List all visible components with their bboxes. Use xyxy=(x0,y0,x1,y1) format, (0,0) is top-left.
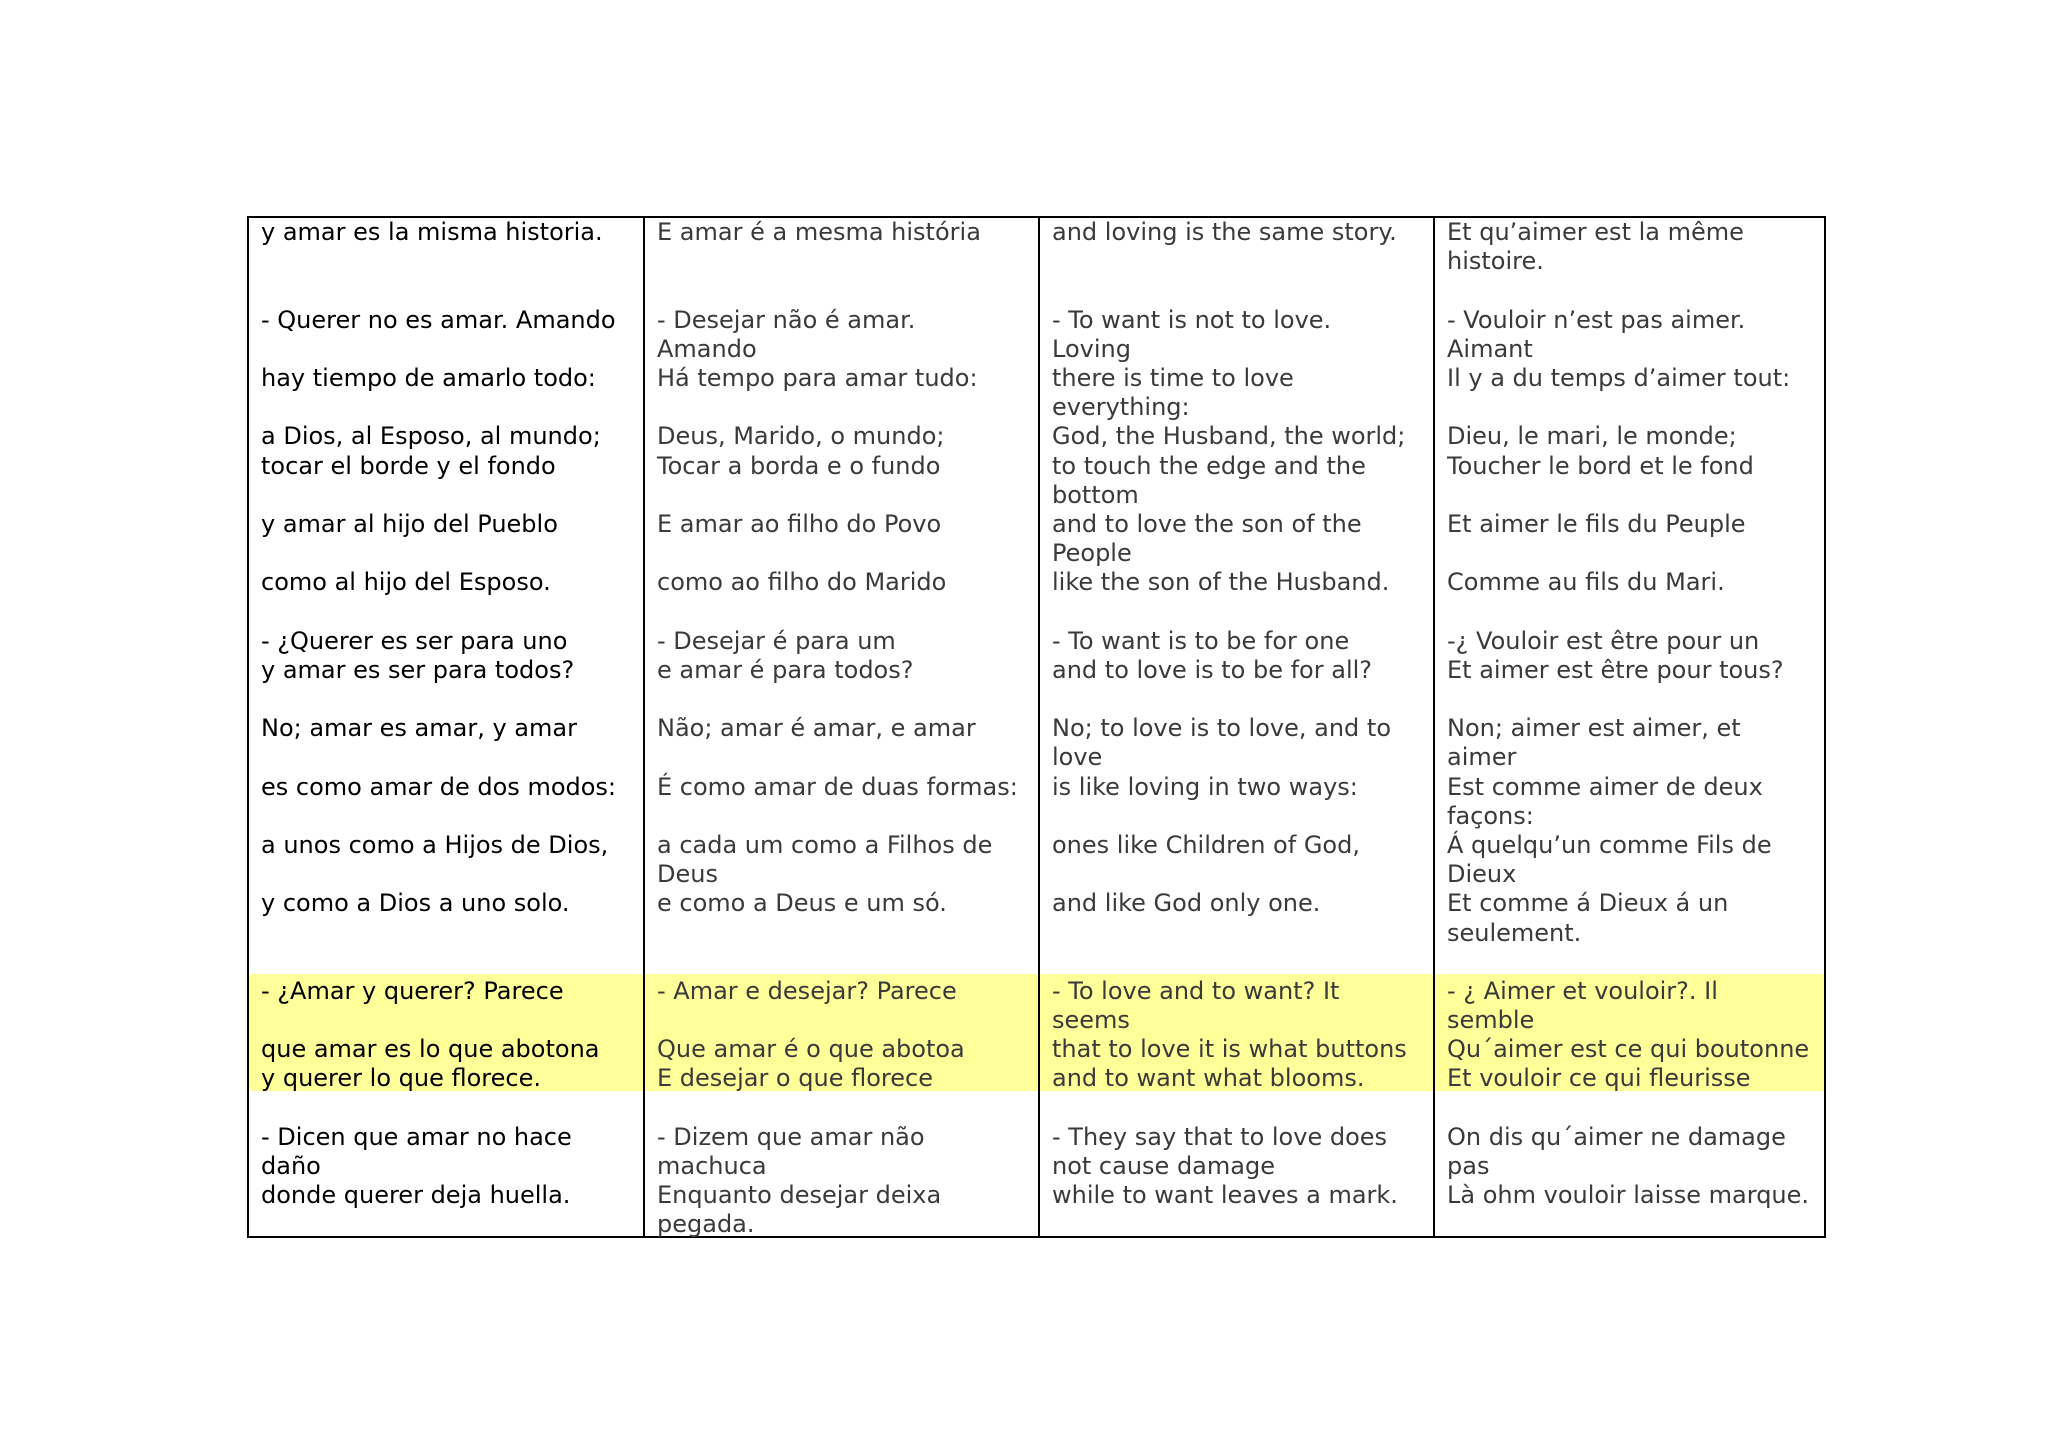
verse-line: love xyxy=(1052,743,1103,772)
verse-line: Amando xyxy=(657,334,757,363)
verse-line: On dis qu´aimer ne damage xyxy=(1447,1122,1786,1151)
verse-line: y como a Dios a uno solo. xyxy=(261,889,570,918)
verse-line: Non; aimer est aimer, et xyxy=(1447,714,1741,743)
verse-line: - Desejar não é amar. xyxy=(657,305,916,334)
verse-line: - Vouloir n’est pas aimer. xyxy=(1447,305,1746,334)
verse-line: es como amar de dos modos: xyxy=(261,772,617,801)
verse-line xyxy=(1447,276,1814,305)
verse-line: everything: xyxy=(1052,393,1190,422)
verse-line xyxy=(1447,597,1814,626)
verse-line xyxy=(657,743,1028,772)
verse-line xyxy=(1052,247,1423,276)
verse-line xyxy=(261,597,633,626)
verse-line xyxy=(1052,1094,1423,1123)
verse-line: that to love it is what buttons xyxy=(1052,1035,1407,1064)
verse-line: y amar es la misma historia. xyxy=(261,218,603,246)
verse-line: No; amar es amar, y amar xyxy=(261,714,577,743)
verse-line: a Dios, al Esposo, al mundo; xyxy=(261,422,601,451)
verse-line: machuca xyxy=(657,1152,767,1180)
verse-line: is like loving in two ways: xyxy=(1052,772,1358,801)
verse-line: É como amar de duas formas: xyxy=(657,772,1018,801)
verse-line xyxy=(261,948,633,977)
verse-line: bottom xyxy=(1052,480,1139,509)
verse-line xyxy=(1052,276,1423,305)
verse-line: - Desejar é para um xyxy=(657,626,896,655)
verse-line: Loving xyxy=(1052,334,1131,363)
column-text xyxy=(1040,218,1433,1210)
verse-line: Dieux xyxy=(1447,860,1517,889)
verse-line: to touch the edge and the xyxy=(1052,451,1366,480)
verse-line: - ¿Querer es ser para uno xyxy=(261,626,568,655)
verse-line: pegada. xyxy=(657,1210,755,1239)
verse-line xyxy=(657,802,1028,831)
verse-line: -¿ Vouloir est être pour un xyxy=(1447,626,1760,655)
verse-line: Dieu, le mari, le monde; xyxy=(1447,422,1737,451)
column-text xyxy=(249,218,643,1210)
verse-line: and to love is to be for all? xyxy=(1052,655,1373,684)
verse-line xyxy=(261,1094,633,1123)
column-portuguese xyxy=(643,218,1038,1239)
verse-line: a cada um como a Filhos de xyxy=(657,830,993,859)
verse-line: E desejar o que florece xyxy=(657,1064,933,1093)
verse-line: como ao filho do Marido xyxy=(657,568,947,597)
verse-line: like the son of the Husband. xyxy=(1052,568,1390,597)
verse-line: - To love and to want? It xyxy=(1052,976,1340,1005)
verse-line: Há tempo para amar tudo: xyxy=(657,363,978,392)
verse-line: Et comme á Dieux á un xyxy=(1447,889,1729,918)
verse-line xyxy=(657,276,1028,305)
verse-line: while to want leaves a mark. xyxy=(1052,1181,1398,1210)
verse-line: Não; amar é amar, e amar xyxy=(657,714,976,743)
verse-line: - Querer no es amar. Amando xyxy=(261,305,616,334)
verse-line xyxy=(1447,539,1814,568)
verse-line: God, the Husband, the world; xyxy=(1052,422,1406,451)
verse-line: Et vouloir ce qui fleurisse xyxy=(1447,1064,1751,1093)
verse-line: and to love the son of the xyxy=(1052,509,1362,538)
verse-line: daño xyxy=(261,1152,321,1180)
verse-line: and like God only one. xyxy=(1052,889,1321,918)
verse-line: No; to love is to love, and to xyxy=(1052,714,1391,743)
verse-line: Enquanto desejar deixa xyxy=(657,1181,942,1210)
verse-line: e amar é para todos? xyxy=(657,655,914,684)
verse-line xyxy=(261,743,633,772)
verse-line: Il y a du temps d’aimer tout: xyxy=(1447,363,1791,392)
verse-line xyxy=(261,335,633,364)
verse-line: y amar es ser para todos? xyxy=(261,655,575,684)
verse-line xyxy=(261,1006,633,1035)
verse-line: People xyxy=(1052,539,1132,568)
verse-line: a unos como a Hijos de Dios, xyxy=(261,830,609,859)
verse-line: façons: xyxy=(1447,801,1534,830)
verse-line xyxy=(261,276,633,305)
verse-line xyxy=(657,919,1028,948)
verse-line: como al hijo del Esposo. xyxy=(261,568,551,597)
verse-line xyxy=(657,1094,1028,1123)
verse-line xyxy=(657,685,1028,714)
verse-line: semble xyxy=(1447,1006,1535,1035)
verse-line: and loving is the same story. xyxy=(1052,218,1397,246)
verse-line: E amar é a mesma história xyxy=(657,218,981,246)
verse-line xyxy=(261,860,633,889)
column-spanish xyxy=(249,218,643,1236)
verse-line xyxy=(261,685,633,714)
column-english xyxy=(1038,218,1433,1236)
verse-line: seulement. xyxy=(1447,918,1582,947)
verse-line: Aimant xyxy=(1447,334,1533,363)
verse-line xyxy=(1052,919,1423,948)
verse-line xyxy=(261,481,633,510)
verse-line: Est comme aimer de deux xyxy=(1447,772,1763,801)
verse-line: e como a Deus e um só. xyxy=(657,889,947,918)
verse-line xyxy=(1447,1094,1814,1123)
verse-line: Comme au fils du Mari. xyxy=(1447,568,1725,597)
verse-line: Á quelqu’un comme Fils de xyxy=(1447,830,1772,859)
verse-line xyxy=(261,247,633,276)
verse-line xyxy=(1052,685,1423,714)
column-french xyxy=(1433,218,1824,1236)
verse-line: y querer lo que florece. xyxy=(261,1064,541,1093)
verse-line: Deus xyxy=(657,860,718,889)
verse-line: not cause damage xyxy=(1052,1152,1275,1180)
verse-line: - ¿ Aimer et vouloir?. Il xyxy=(1447,976,1718,1005)
verse-line: Que amar é o que abotoa xyxy=(657,1035,965,1064)
verse-line: - ¿Amar y querer? Parece xyxy=(261,976,564,1005)
verse-line xyxy=(1052,597,1423,626)
translation-table xyxy=(247,216,1826,1238)
verse-line xyxy=(1447,481,1814,510)
column-text xyxy=(645,218,1038,1240)
verse-line xyxy=(1052,948,1423,977)
verse-line: Et aimer est être pour tous? xyxy=(1447,655,1784,684)
verse-line xyxy=(657,393,1028,422)
verse-line xyxy=(657,597,1028,626)
verse-line: Et qu’aimer est la même xyxy=(1447,218,1744,246)
verse-line: - Amar e desejar? Parece xyxy=(657,976,957,1005)
verse-line: - They say that to love does xyxy=(1052,1122,1388,1151)
verse-line: E amar ao filho do Povo xyxy=(657,509,942,538)
verse-line: there is time to love xyxy=(1052,363,1294,392)
verse-line xyxy=(657,948,1028,977)
verse-line: pas xyxy=(1447,1152,1490,1180)
verse-line xyxy=(657,539,1028,568)
verse-line xyxy=(261,802,633,831)
verse-line xyxy=(1052,802,1423,831)
verse-line: Là ohm vouloir laisse marque. xyxy=(1447,1181,1810,1210)
verse-line: hay tiempo de amarlo todo: xyxy=(261,363,596,392)
verse-line xyxy=(1447,685,1814,714)
verse-line xyxy=(657,481,1028,510)
verse-line: seems xyxy=(1052,1006,1130,1035)
column-text xyxy=(1435,218,1824,1210)
verse-line: Tocar a borda e o fundo xyxy=(657,451,941,480)
verse-line: histoire. xyxy=(1447,247,1544,276)
verse-line: ones like Children of God, xyxy=(1052,830,1360,859)
verse-line xyxy=(657,1006,1028,1035)
verse-line xyxy=(1447,948,1814,977)
verse-line xyxy=(261,393,633,422)
verse-line xyxy=(1052,860,1423,889)
verse-line xyxy=(657,247,1028,276)
verse-line xyxy=(261,919,633,948)
verse-line: - Dicen que amar no hace xyxy=(261,1122,572,1151)
verse-line: Deus, Marido, o mundo; xyxy=(657,422,945,451)
verse-line: Et aimer le fils du Peuple xyxy=(1447,509,1746,538)
verse-line: - To want is to be for one xyxy=(1052,626,1350,655)
verse-line: Qu´aimer est ce qui boutonne xyxy=(1447,1035,1810,1064)
verse-line: Toucher le bord et le fond xyxy=(1447,451,1754,480)
verse-line: and to want what blooms. xyxy=(1052,1064,1365,1093)
verse-line: - To want is not to love. xyxy=(1052,305,1332,334)
verse-line: aimer xyxy=(1447,743,1517,772)
verse-line: que amar es lo que abotona xyxy=(261,1035,600,1064)
verse-line: - Dizem que amar não xyxy=(657,1122,925,1151)
verse-line xyxy=(1447,393,1814,422)
verse-line: donde querer deja huella. xyxy=(261,1181,571,1210)
verse-line: y amar al hijo del Pueblo xyxy=(261,509,558,538)
verse-line xyxy=(261,539,633,568)
verse-line: tocar el borde y el fondo xyxy=(261,451,556,480)
